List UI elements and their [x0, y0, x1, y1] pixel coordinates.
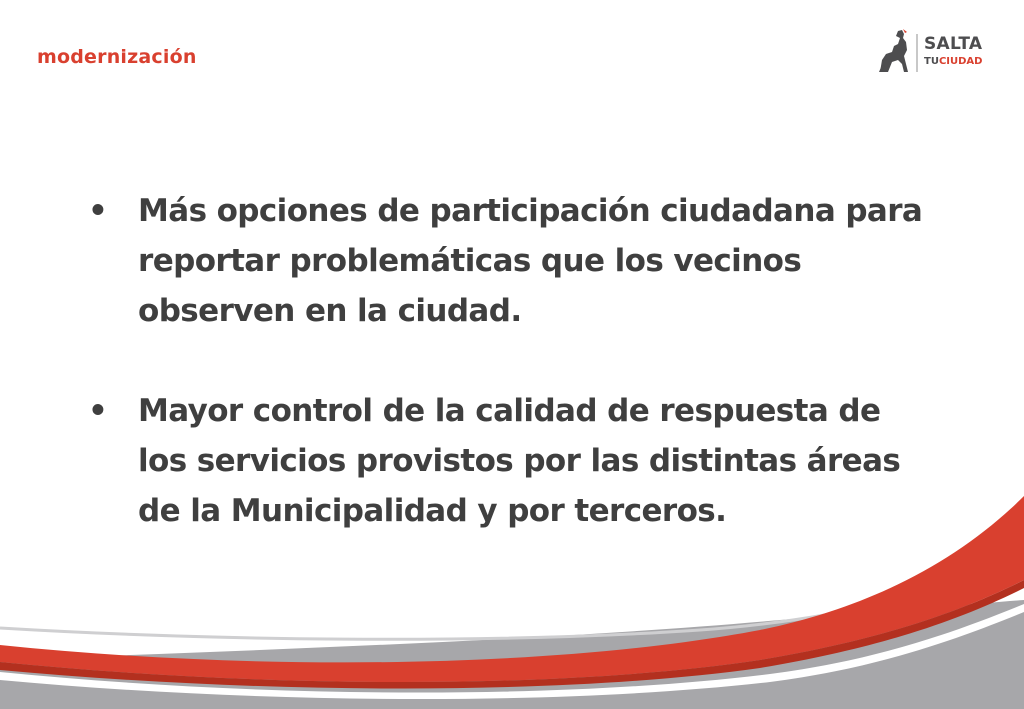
- logo-subtitle-tu: TU: [924, 56, 939, 67]
- bullet-marker: •: [88, 393, 108, 429]
- logo-subtitle-ciudad: CIUDAD: [938, 56, 983, 67]
- logo-title: SALTA: [924, 34, 983, 54]
- modernizacion-brand: modernización: [37, 46, 197, 68]
- bullet-marker: •: [88, 193, 108, 229]
- bullet-text: Mayor control de la calidad de respuesta de los servicios provistos por las distintas áreas de la Municipalidad y por terceros.: [138, 393, 901, 529]
- bullet-text: Más opciones de participación ciudadana para reportar problemáticas que los vecinos observen en la ciudad.: [138, 193, 923, 329]
